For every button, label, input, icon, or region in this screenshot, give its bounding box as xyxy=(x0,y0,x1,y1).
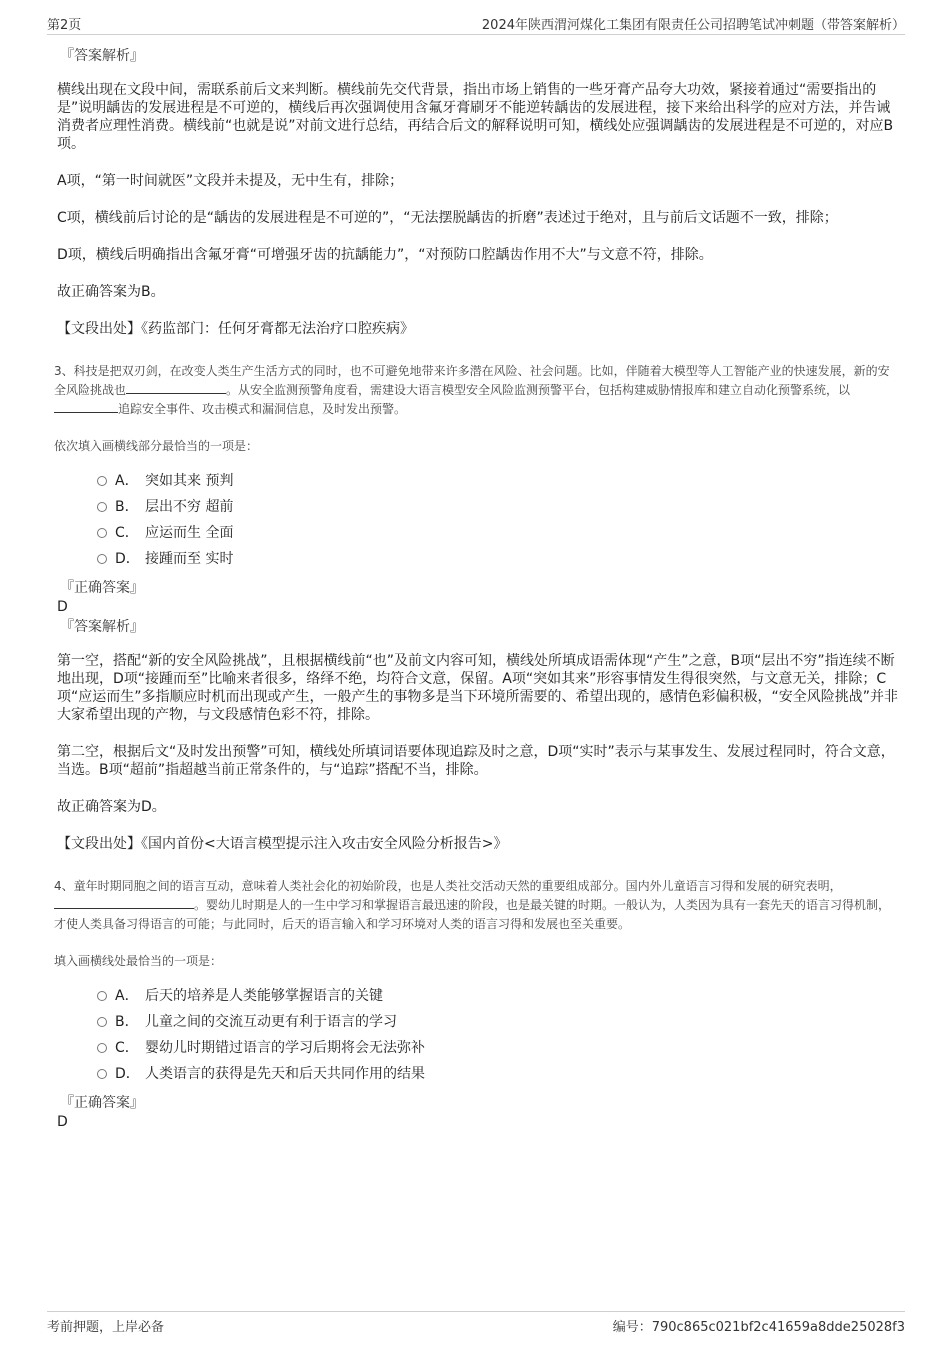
option-b[interactable]: B． 层出不穷 超前 xyxy=(97,494,900,520)
radio-icon[interactable] xyxy=(97,476,107,486)
analysis-conclusion: 故正确答案为B。 xyxy=(57,284,165,300)
question-text: 。从安全监测预警角度看，需建设大语言模型安全风险监测预警平台，包括构建威胁情报库和建立自动化预警系统，以 xyxy=(226,383,851,397)
question-prompt: 依次填入画横线部分最恰当的一项是： xyxy=(54,439,259,453)
correct-answer: D xyxy=(57,1114,68,1130)
source-citation: 【文段出处】《国内首份<大语言模型提示注入攻击安全风险分析报告>》 xyxy=(57,836,508,852)
analysis-paragraph: D项，横线后明确指出含氟牙膏“可增强牙齿的抗龋能力”，“对预防口腔龋齿作用不大”与文意不符，排除。 xyxy=(57,247,713,263)
radio-icon[interactable] xyxy=(97,554,107,564)
analysis-paragraph: 第二空，根据后文“及时发出预警”可知，横线处所填词语要体现追踪及时之意，D项“实时”表示与某事发生、发展过程同时，符合文意，当选。B项“超前”指超越当前正常条件的，与“追踪”搭配不当，排除。 xyxy=(57,744,895,778)
analysis-paragraph: 横线出现在文段中间，需联系前后文来判断。横线前先交代背景，指出市场上销售的一些牙膏产品夸大功效，紧接着通过“需要指出的是”说明龋齿的发展进程是不可逆的，横线后再次强调使用含氟牙膏刷牙不能逆转龋齿的发展进程，接下来给出科学的应对方法，并告诫消费者应理性消费。横线前“也就是说”对前文进行总结，再结合后文的解释说明可知，横线处应强调龋齿的发展进程是不可逆的，对应B项。 xyxy=(57,82,894,152)
answer-blank xyxy=(54,400,118,413)
analysis-paragraph: C项，横线前后讨论的是“龋齿的发展进程是不可逆的”，“无法摆脱龋齿的折磨”表述过于绝对，且与前后文话题不一致，排除； xyxy=(57,210,838,226)
option-a[interactable]: A． 突如其来 预判 xyxy=(97,468,900,494)
option-a[interactable]: A． 后天的培养是人类能够掌握语言的关键 xyxy=(97,983,900,1009)
option-c[interactable]: C． 应运而生 全面 xyxy=(97,520,900,546)
option-b[interactable]: B． 儿童之间的交流互动更有利于语言的学习 xyxy=(97,1009,900,1035)
analysis-conclusion: 故正确答案为D。 xyxy=(57,799,166,815)
option-list xyxy=(97,983,900,1087)
radio-icon[interactable] xyxy=(97,1017,107,1027)
option-c[interactable]: C． 婴幼儿时期错过语言的学习后期将会无法弥补 xyxy=(97,1035,900,1061)
answer-label: 『正确答案』 xyxy=(60,1095,144,1111)
analysis-label: 『答案解析』 xyxy=(60,619,144,635)
analysis-paragraph: 第一空，搭配“新的安全风险挑战”，且根据横线前“也”及前文内容可知，横线处所填成语需体现“产生”之意，B项“层出不穷”指连续不断地出现，D项“接踵而至”比喻来者很多，络绎不绝，均符合文意，保留。A项“突如其来”形容事情发生得很突然，与文意无关，排除；C项“应运而生”多指顺应时机而出现或产生，一般产生的事物多是当下环境所需要的、希望出现的，感情色彩偏积极，“安全风险挑战”并非大家希望出现的产物，与文段感情色彩不符，排除。 xyxy=(57,653,899,723)
question-text: 4、童年时期同胞之间的语言互动，意味着人类社会化的初始阶段，也是人类社交活动天然的重要组成部分。国内外儿童语言习得和发展的研究表明， xyxy=(54,879,842,893)
page-footer xyxy=(47,1311,905,1334)
option-list xyxy=(97,468,900,572)
option-d[interactable]: D． 人类语言的获得是先天和后天共同作用的结果 xyxy=(97,1061,900,1087)
page-header xyxy=(47,14,905,35)
page-content xyxy=(54,46,900,1132)
radio-icon[interactable] xyxy=(97,1069,107,1079)
question-text: 。婴幼儿时期是人的一生中学习和掌握语言最迅速的阶段，也是最关键的时期。一般认为，人类因为具有一套先天的语言习得机制，才使人类具备习得语言的可能；与此同时，后天的语言输入和学习环境对人类的语言习得和发展也至关重要。 xyxy=(54,898,891,931)
correct-answer: D xyxy=(57,599,68,615)
answer-blank xyxy=(54,896,194,909)
analysis-paragraph: A项，“第一时间就医”文段并未提及，无中生有，排除； xyxy=(57,173,404,189)
radio-icon[interactable] xyxy=(97,502,107,512)
footer-slogan: 考前押题，上岸必备 xyxy=(47,1320,165,1335)
source-citation: 【文段出处】《药监部门：任何牙膏都无法治疗口腔疾病》 xyxy=(57,321,414,337)
question-prompt: 填入画横线处最恰当的一项是： xyxy=(54,954,223,968)
question-3 xyxy=(54,362,900,419)
document-title: 2024年陕西渭河煤化工集团有限责任公司招聘笔试冲刺题（带答案解析） xyxy=(481,18,905,33)
question-text: 3、科技是把双刃剑，在改变人类生产生活方式的同时，也不可避免地带来许多潜在风险、社会问题。比如，伴随着大模型等人工智能产业的快速发展，新的安全风险挑战也 xyxy=(54,364,890,397)
answer-blank xyxy=(126,381,226,394)
page-number: 第2页 xyxy=(47,18,82,33)
question-4 xyxy=(54,877,900,934)
analysis-label: 『答案解析』 xyxy=(60,48,144,64)
option-d[interactable]: D． 接踵而至 实时 xyxy=(97,546,900,572)
radio-icon[interactable] xyxy=(97,991,107,1001)
question-text: 追踪安全事件、攻击模式和漏洞信息，及时发出预警。 xyxy=(118,402,407,416)
radio-icon[interactable] xyxy=(97,528,107,538)
document-id: 编号：790c865c021bf2c41659a8dde25028f3 xyxy=(612,1320,905,1335)
radio-icon[interactable] xyxy=(97,1043,107,1053)
answer-label: 『正确答案』 xyxy=(60,580,144,596)
